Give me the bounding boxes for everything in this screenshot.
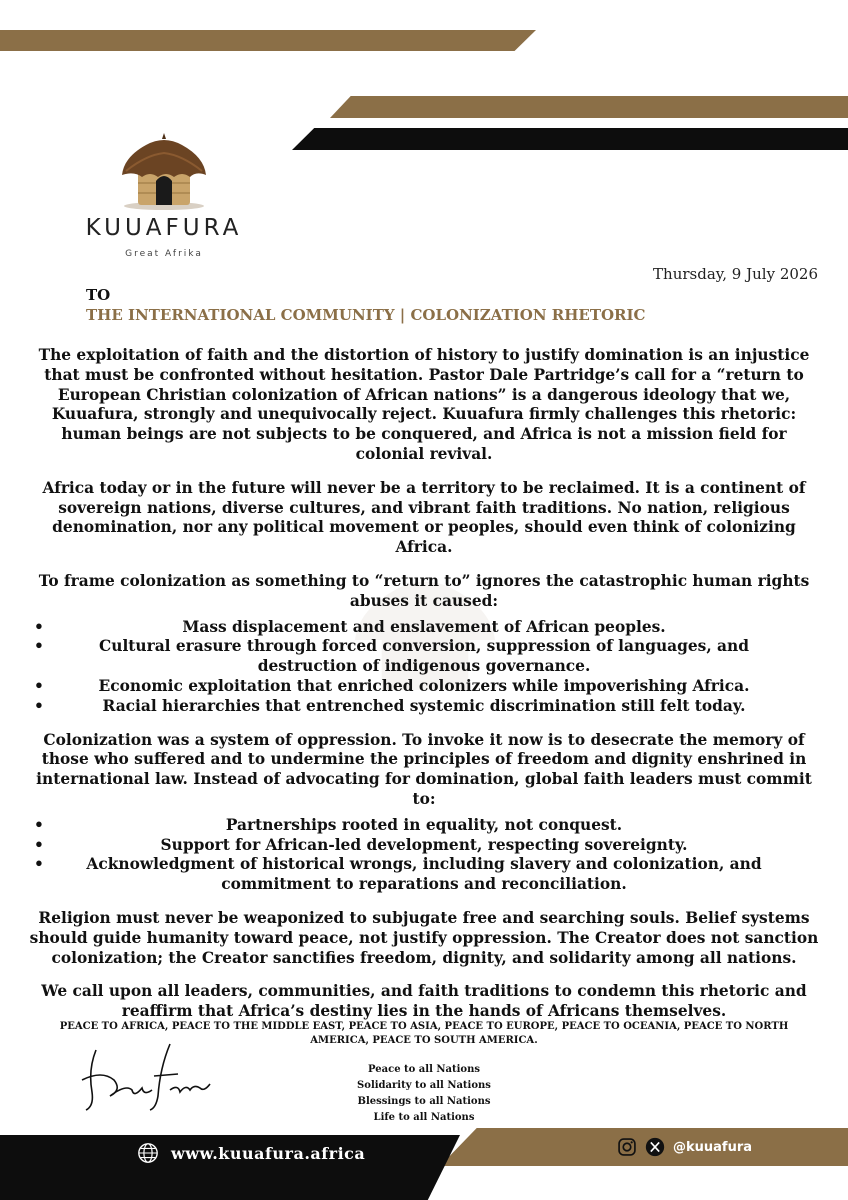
recipient-label: TO [86,286,111,304]
instagram-icon[interactable] [617,1137,637,1157]
blessing-line: Solidarity to all Nations [357,1080,491,1091]
brand-tagline: Great Afrika [125,249,203,259]
logo [84,133,244,259]
top-brown-band [0,30,536,51]
list-item: • Racial hierarchies that entrenched systemic discrimination still felt today. [28,697,820,717]
list-item: • Mass displacement and enslavement of African peoples. [28,618,820,638]
hut-logo-icon [116,133,212,211]
brand-name: KUUAFURA [85,215,243,241]
paragraph-abuses-intro: To frame colonization as something to “return to” ignores the catastrophic human rights abuses it caused: [38,571,810,610]
blessing-line: Blessings to all Nations [357,1096,491,1107]
letter-subject: THE INTERNATIONAL COMMUNITY | COLONIZATION RHETORIC [86,306,646,324]
paragraph-call-to-action: We call upon all leaders, communities, and faith traditions to condemn this rhetoric and reaffirm that Africa’s destiny lies in the hands of Africans themselves. [41,982,807,1021]
social-handle: @kuuafura [673,1139,753,1155]
paragraph-intro: The exploitation of faith and the distortion of history to justify domination is an injustice that must be confronted without hesitation. Pastor Dale Partridge’s call for a “return to European Christian colonization of African nations” is a dangerous ideology that we, Kuuafura, strongly and unequivocally reject. Kuuafura firmly challenges this rhetoric: human beings are not subjects to be conquered, and Africa is not a mission field for colonial revival. [38,346,810,463]
blessing-line: Peace to all Nations [368,1064,480,1075]
peace-statement: PEACE TO AFRICA, PEACE TO THE MIDDLE EAST, PEACE TO ASIA, PEACE TO EUROPE, PEACE TO OCEANIA, PEACE TO NORTH AMERICA, PEACE TO SOUTH AMERICA. [59,1021,789,1046]
list-item: • Support for African-led development, respecting sovereignty. [28,836,820,856]
list-item: • Cultural erasure through forced conversion, suppression of languages, and destruction of indigenous governance. [28,637,820,677]
blessings-list [324,1062,524,1126]
commitments-list [28,816,820,895]
list-item: • Economic exploitation that enriched colonizers while impoverishing Africa. [28,677,820,697]
paragraph-sovereignty: Africa today or in the future will never be a territory to be reclaimed. It is a continent of sovereign nations, diverse cultures, and vibrant faith traditions. No nation, religious denomination, nor any political movement or peoples, should even think of colonizing Africa. [42,478,806,557]
letter-date: Thursday, 9 July 2026 [653,265,818,283]
list-item: • Acknowledgment of historical wrongs, including slavery and colonization, and commitment to reparations and reconciliation. [28,855,820,895]
header-black-band [292,128,848,150]
website-link[interactable] [137,1140,365,1166]
letter-body [28,346,820,1036]
blessing-line: Life to all Nations [373,1112,475,1123]
header-brown-band [330,96,848,118]
website-url: www.kuuafura.africa [171,1143,366,1163]
abuses-list [28,618,820,717]
signature-image [74,1040,214,1112]
list-item: • Partnerships rooted in equality, not conquest. [28,816,820,836]
social-handle-link[interactable] [617,1136,752,1158]
paragraph-oppression: Colonization was a system of oppression. To invoke it now is to desecrate the memory of those who suffered and to undermine the principles of freedom and dignity enshrined in international law. Instead of advocating for domination, global faith leaders must commit to: [36,730,812,808]
x-icon[interactable] [645,1137,665,1157]
paragraph-religion: Religion must never be weaponized to subjugate free and searching souls. Belief systems should guide humanity toward peace, not justify oppression. The Creator does not sanction colonization; the Creator sanctifies freedom, dignity, and solidarity among all nations. [29,908,819,967]
globe-icon [137,1142,159,1164]
